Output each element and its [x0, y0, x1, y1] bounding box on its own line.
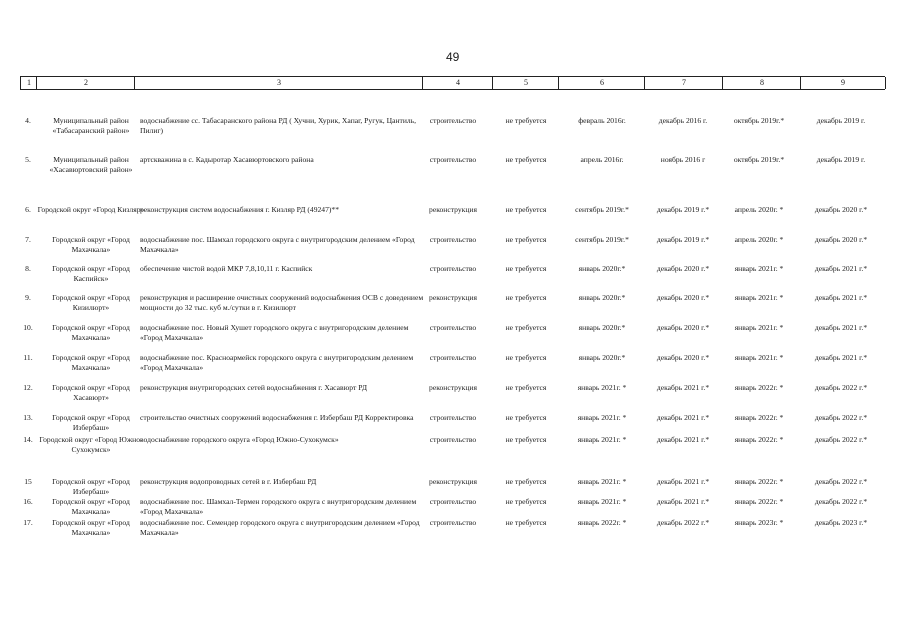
- row-type: строительство: [429, 116, 477, 125]
- row-date-2: ноябрь 2016 г: [660, 155, 706, 164]
- row-date-2: декабрь 2020 г.*: [656, 353, 710, 362]
- row-date-2: декабрь 2021 г.*: [656, 413, 710, 422]
- row-expertise: не требуется: [505, 477, 547, 486]
- row-expertise: не требуется: [505, 353, 547, 362]
- row-number: 10.: [23, 323, 33, 332]
- row-date-2: декабрь 2021 г.*: [656, 497, 710, 506]
- row-date-2: декабрь 2020 г.*: [656, 293, 710, 302]
- row-owner: Городской округ «Город Хасавюрт»: [52, 383, 130, 402]
- header-col-5: 5: [492, 77, 559, 89]
- row-expertise: не требуется: [505, 264, 547, 273]
- row-number: 12.: [23, 383, 33, 392]
- row-description: реконструкция и расширение очистных сооружений водоснабжения ОСВ с доведением мощности до 32 тыс. куб м./сутки в г. Кизилюрт: [140, 293, 424, 312]
- row-date-1: февраль 2016г.: [578, 116, 626, 125]
- row-date-1: январь 2021г. *: [577, 383, 627, 392]
- row-number: 11.: [23, 353, 33, 362]
- row-type: строительство: [429, 264, 477, 273]
- row-date-2: декабрь 2022 г.*: [656, 518, 710, 527]
- row-date-2: декабрь 2019 г.*: [656, 235, 710, 244]
- header-col-3: 3: [134, 77, 423, 89]
- row-expertise: не требуется: [505, 293, 547, 302]
- row-date-2: декабрь 2019 г.*: [656, 205, 710, 214]
- row-date-3: январь 2023г. *: [734, 518, 784, 527]
- row-number: 9.: [25, 293, 31, 302]
- row-number: 7.: [25, 235, 31, 244]
- row-date-3: январь 2021г. *: [734, 293, 784, 302]
- row-type: строительство: [429, 518, 477, 527]
- row-type: строительство: [429, 235, 477, 244]
- row-number: 15: [24, 477, 32, 486]
- row-number: 14.: [23, 435, 33, 444]
- row-description: строительство очистных сооружений водоснабжения г. Избербаш РД Корректировка: [140, 413, 414, 422]
- row-type: строительство: [429, 353, 477, 362]
- row-date-3: январь 2022г. *: [734, 413, 784, 422]
- row-description: водоснабжение пос. Семендер городского округа с внутригородским делением «Город Махачкала»: [140, 518, 420, 537]
- row-date-4: декабрь 2021 г.*: [814, 353, 868, 362]
- row-date-1: январь 2021г. *: [577, 477, 627, 486]
- row-owner: Городской округ «Город Махачкала»: [52, 353, 130, 372]
- row-date-4: декабрь 2023 г.*: [814, 518, 868, 527]
- row-date-4: декабрь 2019 г.: [816, 155, 866, 164]
- row-owner: Городской округ «Город Южно-Сухокумск»: [39, 435, 143, 454]
- row-date-4: декабрь 2022 г.*: [814, 477, 868, 486]
- row-description: водоснабжение сс. Табасаранского района РД ( Хучни, Хурик, Хапаг, Ругук, Цантиль, Пилиг): [140, 116, 417, 135]
- row-type: строительство: [429, 413, 477, 422]
- row-date-1: январь 2021г. *: [577, 497, 627, 506]
- row-date-1: январь 2020г.*: [578, 264, 626, 273]
- row-date-3: октябрь 2019г.*: [733, 116, 785, 125]
- row-date-4: декабрь 2019 г.: [816, 116, 866, 125]
- row-description: реконструкция водопроводных сетей в г. Избербаш РД: [140, 477, 317, 486]
- row-owner: Городской округ «Город Махачкала»: [52, 518, 130, 537]
- row-date-1: сентябрь 2019г.*: [575, 235, 629, 244]
- row-owner: Городской округ «Город Каспийск»: [52, 264, 130, 283]
- row-date-4: декабрь 2022 г.*: [814, 383, 868, 392]
- row-expertise: не требуется: [505, 383, 547, 392]
- row-owner: Городской округ «Город Избербаш»: [52, 413, 130, 432]
- header-col-6: 6: [558, 77, 645, 89]
- row-date-3: январь 2022г. *: [734, 477, 784, 486]
- row-date-4: декабрь 2020 г.*: [814, 205, 868, 214]
- row-owner: Городской округ «Город Избербаш»: [52, 477, 130, 496]
- row-expertise: не требуется: [505, 497, 547, 506]
- row-type: строительство: [429, 497, 477, 506]
- row-date-1: январь 2021г. *: [577, 413, 627, 422]
- row-expertise: не требуется: [505, 435, 547, 444]
- row-description: реконструкция систем водоснабжения г. Кизляр РД (49247)**: [140, 205, 340, 214]
- row-date-3: октябрь 2019г.*: [733, 155, 785, 164]
- row-number: 8.: [25, 264, 31, 273]
- row-date-1: сентябрь 2019г.*: [575, 205, 629, 214]
- row-type: строительство: [429, 155, 477, 164]
- header-col-9: 9: [800, 77, 886, 89]
- row-date-3: январь 2021г. *: [734, 323, 784, 332]
- row-description: реконструкция внутригородских сетей водоснабжения г. Хасавюрт РД: [140, 383, 368, 392]
- row-date-4: декабрь 2022 г.*: [814, 435, 868, 444]
- row-expertise: не требуется: [505, 235, 547, 244]
- page-number: 49: [446, 50, 460, 64]
- row-date-4: декабрь 2022 г.*: [814, 497, 868, 506]
- row-owner: Городской округ «Город Кизляр»: [37, 205, 145, 214]
- row-expertise: не требуется: [505, 413, 547, 422]
- table-header: [20, 76, 885, 90]
- row-expertise: не требуется: [505, 518, 547, 527]
- row-description: обеспечение чистой водой МКР 7,8,10,11 г. Каспийск: [140, 264, 313, 273]
- row-expertise: не требуется: [505, 205, 547, 214]
- row-date-3: январь 2021г. *: [734, 264, 784, 273]
- row-date-4: декабрь 2020 г.*: [814, 235, 868, 244]
- row-description: водоснабжение пос. Красноармейск городского округа с внутригородским делением «Город Махачкала»: [140, 353, 414, 372]
- row-description: артскважина в с. Кадыротар Хасавюртовского района: [140, 155, 314, 164]
- row-description: водоснабжение пос. Шамхал городского округа с внутригородским делением «Город Махачкала»: [140, 235, 415, 254]
- row-date-4: декабрь 2021 г.*: [814, 323, 868, 332]
- row-date-3: январь 2022г. *: [734, 497, 784, 506]
- header-col-1: 1: [20, 77, 37, 89]
- row-date-3: апрель 2020г. *: [734, 205, 784, 214]
- row-date-2: декабрь 2016 г.: [658, 116, 708, 125]
- row-type: реконструкция: [429, 383, 477, 392]
- row-description: водоснабжение пос. Новый Хушет городского округа с внутригородским делением «Город Махачкала»: [140, 323, 409, 342]
- row-owner: Городской округ «Город Махачкала»: [52, 235, 130, 254]
- row-date-4: декабрь 2021 г.*: [814, 293, 868, 302]
- row-date-1: январь 2020г.*: [578, 323, 626, 332]
- row-date-3: январь 2021г. *: [734, 353, 784, 362]
- row-number: 13.: [23, 413, 33, 422]
- row-owner: Городской округ «Город Махачкала»: [52, 323, 130, 342]
- row-date-3: апрель 2020г. *: [734, 235, 784, 244]
- row-type: реконструкция: [429, 293, 477, 302]
- header-col-8: 8: [722, 77, 801, 89]
- row-date-2: декабрь 2021 г.*: [656, 383, 710, 392]
- row-date-1: январь 2020г.*: [578, 293, 626, 302]
- row-expertise: не требуется: [505, 155, 547, 164]
- row-date-1: январь 2022г. *: [577, 518, 627, 527]
- row-type: строительство: [429, 435, 477, 444]
- row-description: водоснабжение пос. Шамхал-Термен городского округа с внутригородским делением «Город Махачкала»: [140, 497, 417, 516]
- header-col-4: 4: [422, 77, 493, 89]
- row-number: 4.: [25, 116, 31, 125]
- row-description: водоснабжение городского округа «Город Южно-Сухокумск»: [140, 435, 339, 444]
- header-col-7: 7: [644, 77, 723, 89]
- row-date-2: декабрь 2020 г.*: [656, 264, 710, 273]
- row-number: 5.: [25, 155, 31, 164]
- row-expertise: не требуется: [505, 116, 547, 125]
- row-date-1: январь 2020г.*: [578, 353, 626, 362]
- header-col-2: 2: [36, 77, 135, 89]
- row-number: 6.: [25, 205, 31, 214]
- row-type: строительство: [429, 323, 477, 332]
- row-date-3: январь 2022г. *: [734, 383, 784, 392]
- row-owner: Городской округ «Город Махачкала»: [52, 497, 130, 516]
- row-expertise: не требуется: [505, 323, 547, 332]
- row-date-2: декабрь 2020 г.*: [656, 323, 710, 332]
- row-owner: Муниципальный район «Хасавюртовский район»: [49, 155, 133, 174]
- row-owner: Муниципальный район «Табасаранский район»: [52, 116, 130, 135]
- row-number: 17.: [23, 518, 33, 527]
- row-date-4: декабрь 2022 г.*: [814, 413, 868, 422]
- row-date-2: декабрь 2021 г.*: [656, 435, 710, 444]
- row-date-1: январь 2021г. *: [577, 435, 627, 444]
- row-date-4: декабрь 2021 г.*: [814, 264, 868, 273]
- row-type: реконструкция: [429, 477, 477, 486]
- row-owner: Городской округ «Город Кизилюрт»: [52, 293, 130, 312]
- row-date-1: апрель 2016г.: [580, 155, 624, 164]
- row-type: реконструкция: [429, 205, 477, 214]
- row-date-3: январь 2022г. *: [734, 435, 784, 444]
- row-number: 16.: [23, 497, 33, 506]
- row-date-2: декабрь 2021 г.*: [656, 477, 710, 486]
